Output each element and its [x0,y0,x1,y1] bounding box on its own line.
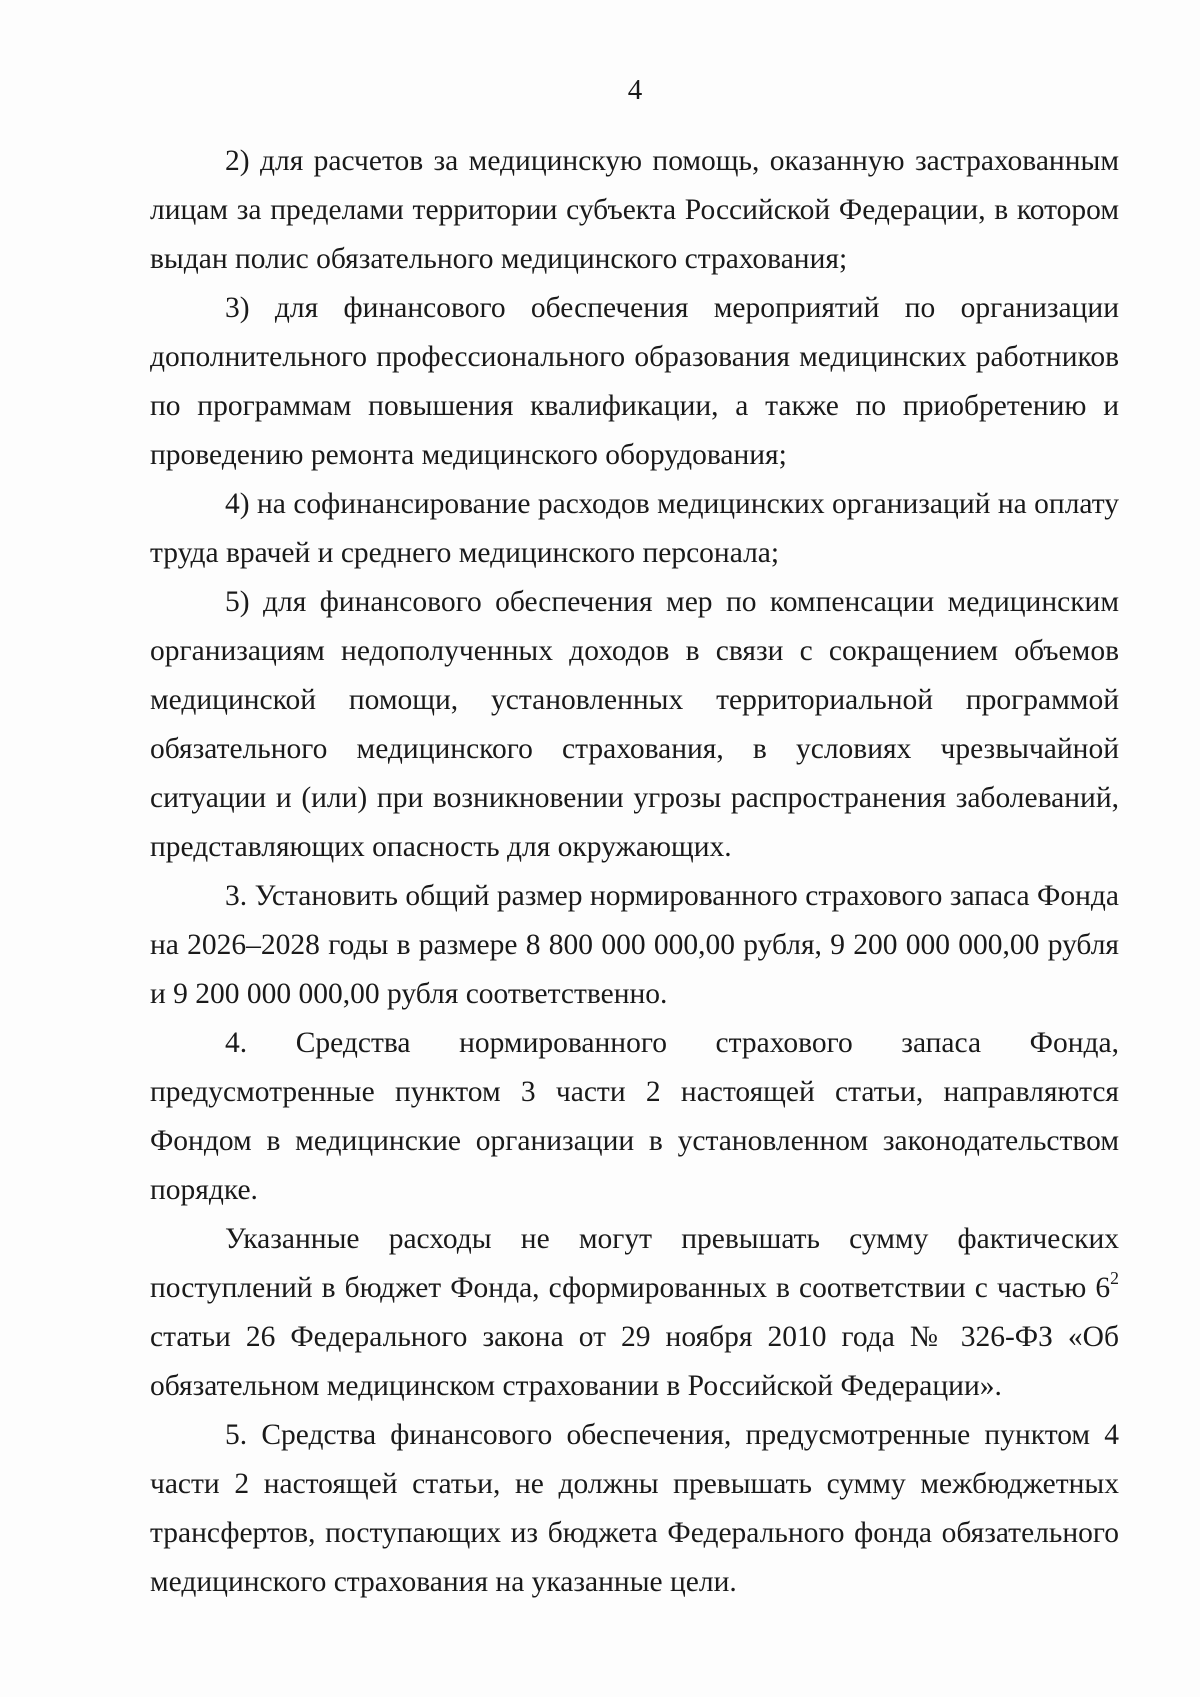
paragraph-item-2: 2) для расчетов за медицинскую помощь, оказанную застрахованным лицам за пределами территории субъекта Российской Федерации, в котором выдан полис обязательного медицинского страхования; [150,145,1119,275]
document-body [150,137,1119,1607]
paragraph-item-4: 4) на софинансирование расходов медицинских организаций на оплату труда врачей и среднего медицинского персонала; [150,488,1119,569]
page-number: 4 [627,74,643,106]
paragraph-section-5: 5. Средства финансового обеспечения, предусмотренные пунктом 4 части 2 настоящей статьи, не должны превышать сумму межбюджетных трансфертов, поступающих из бюджета Федерального фонда обязательного медицинского страхования на указанные цели. [150,1419,1119,1598]
paragraph-section-3: 3. Установить общий размер нормированного страхового запаса Фонда на 2026–2028 годы в размере 8 800 000 000,00 рубля, 9 200 000 000,00 рубля и 9 200 000 000,00 рубля соответственно. [150,880,1119,1010]
paragraph-expenses-limit [150,1215,1119,1411]
paragraph-item-3: 3) для финансового обеспечения мероприятий по организации дополнительного профессионального образования медицинских работников по программам повышения квалификации, а также по приобретению и проведению ремонта медицинского оборудования; [150,292,1119,471]
paragraph-item-5: 5) для финансового обеспечения мер по компенсации медицинским организациям недополученных доходов в связи с сокращением объемов медицинской помощи, установленных территориальной программой обязательного медицинского страхования, в условиях чрезвычайной ситуации и (или) при возникновении угрозы распространения заболеваний, представляющих опасность для окружающих. [150,586,1119,863]
expenses-text-after: статьи 26 Федерального закона от 29 ноября 2010 года № 326-ФЗ «Об обязательном медицинском страховании в Российской Федерации». [150,1321,1119,1402]
expenses-text-before: Указанные расходы не могут превышать сумму фактических поступлений в бюджет Фонда, сформированных в соответствии с частью 6 [150,1223,1119,1304]
paragraph-section-4: 4. Средства нормированного страхового запаса Фонда, предусмотренные пунктом 3 части 2 настоящей статьи, направляются Фондом в медицинские организации в установленном законодательством порядке. [150,1027,1119,1206]
expenses-superscript: 2 [1110,1267,1119,1288]
